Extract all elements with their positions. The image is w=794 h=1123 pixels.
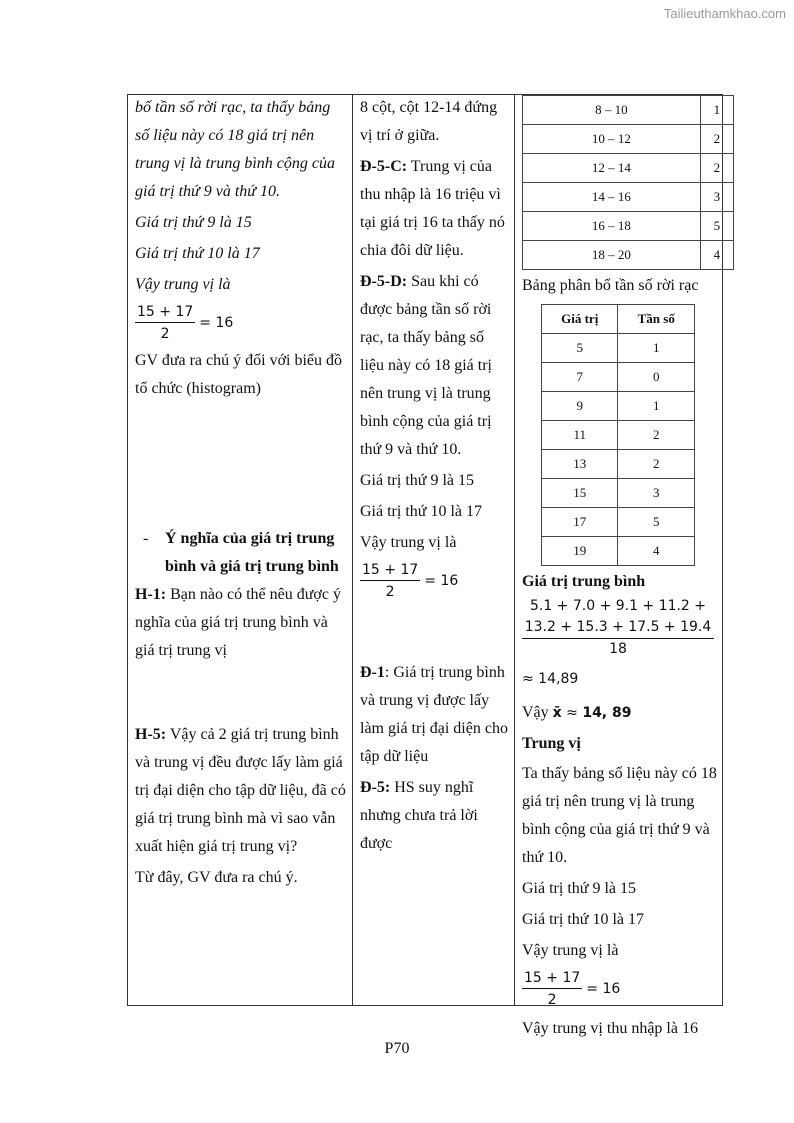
fraction (522, 969, 582, 1009)
table-cell: 8 – 10 (523, 96, 701, 125)
bullet-mark: - (143, 530, 149, 547)
table-row (542, 508, 695, 537)
paragraph: GV đưa ra chú ý đối với biểu đồ tổ chức (histogram) (135, 352, 343, 397)
table-row (523, 125, 734, 154)
table-cell: 15 (542, 479, 618, 508)
table-cell: 7 (542, 363, 618, 392)
text: : Giá trị trung bình và trung vị được lấy làm giá trị đại diện cho tập dữ liệu (360, 664, 508, 765)
table-cell: 10 – 12 (523, 125, 701, 154)
mean-denominator: 18 (609, 641, 627, 657)
table-cell: 3 (700, 183, 733, 212)
text: Vậy (522, 704, 553, 721)
answer-d1 (360, 659, 510, 771)
student-column (360, 94, 510, 858)
text: HS suy nghĩ nhưng chưa trả lời được (360, 779, 478, 852)
answer-d5d (360, 268, 510, 464)
table-row (542, 537, 695, 566)
mean-numerator-line2: 13.2 + 15.3 + 17.5 + 19.4 (522, 617, 714, 639)
median-formula (522, 969, 722, 1009)
table-header: Tần số (618, 305, 695, 334)
table-cell: 9 (542, 392, 618, 421)
label: Đ-5-D: (360, 273, 408, 290)
paragraph: 8 cột, cột 12-14 đứng vị trí ở giữa. (360, 99, 498, 144)
grouped-frequency-table (522, 95, 734, 270)
answer-d5 (360, 774, 510, 858)
table-cell: 12 – 14 (523, 154, 701, 183)
table-row (542, 450, 695, 479)
table-row (542, 479, 695, 508)
paragraph: bố tần số rời rạc, ta thấy bảng số liệu này có 18 giá trị nên trung vị là trung bình cộng của giá trị thứ 9 và thứ 10. (135, 99, 335, 200)
table-cell: 4 (618, 537, 695, 566)
table-cell: 3 (618, 479, 695, 508)
table-row (523, 241, 734, 270)
column-divider (352, 94, 353, 1006)
paragraph: Giá trị thứ 9 là 15 (135, 214, 252, 231)
mean-value: 14, 89 (582, 705, 632, 721)
section-heading: Ý nghĩa của giá trị trung bình và giá trị trung bình (165, 530, 339, 575)
bullet-item (135, 525, 347, 581)
label: Đ-5-C: (360, 158, 408, 175)
page-number: P70 (384, 1040, 410, 1057)
text: Sau khi có được bảng tần số rời rạc, ta thấy bảng số liệu này có 18 giá trị nên trung vị là trung bình cộng của giá trị thứ 9 và thứ 10. (360, 273, 492, 458)
text: Vậy cả 2 giá trị trung bình và trung vị đều được lấy làm giá trị đại diện cho tập dữ liệu, đã có giá trị trung bình mà vì sao vẫn xuất hiện giá trị trung vị? (135, 726, 346, 855)
formula-result: = 16 (424, 573, 459, 589)
fraction-numerator: 15 + 17 (522, 969, 582, 989)
paragraph: Giá trị thứ 10 là 17 (360, 503, 482, 520)
formula-result: = 16 (199, 315, 234, 331)
median-formula (135, 303, 347, 343)
table-cell: 4 (700, 241, 733, 270)
fraction (360, 561, 420, 601)
table-row (523, 154, 734, 183)
label: H-1: (135, 586, 167, 603)
paragraph: Vậy trung vị là (360, 534, 457, 551)
mean-symbol: x̄ (552, 705, 562, 721)
mean-conclusion (522, 699, 722, 727)
median-heading: Trung vị (522, 735, 581, 752)
answer-d5c (360, 153, 510, 265)
table-row (523, 96, 734, 125)
fraction-denominator: 2 (547, 992, 557, 1008)
paragraph: Giá trị thứ 10 là 17 (522, 911, 644, 928)
paragraph: Vậy trung vị là (522, 942, 619, 959)
column-divider (514, 94, 515, 1006)
fraction (135, 303, 195, 343)
discrete-frequency-table (541, 304, 695, 566)
table-cell: 5 (542, 334, 618, 363)
table-row (542, 363, 695, 392)
table-row (523, 212, 734, 241)
fraction-numerator: 15 + 17 (135, 303, 195, 323)
label: Đ-1 (360, 664, 385, 681)
table-header: Giá trị (542, 305, 618, 334)
fraction-numerator: 15 + 17 (360, 561, 420, 581)
mean-heading: Giá trị trung bình (522, 573, 646, 590)
table-cell: 18 – 20 (523, 241, 701, 270)
question-h1 (135, 581, 347, 665)
fraction-denominator: 2 (160, 326, 170, 342)
table-row (542, 392, 695, 421)
table-cell: 2 (700, 125, 733, 154)
median-formula (360, 561, 510, 601)
paragraph: Giá trị thứ 10 là 17 (135, 245, 260, 262)
text: Bạn nào có thể nêu được ý nghĩa của giá trị trung bình và giá trị trung vị (135, 586, 341, 659)
paragraph: Từ đây, GV đưa ra chú ý. (135, 869, 298, 886)
table-cell: 2 (700, 154, 733, 183)
fraction-denominator: 2 (385, 584, 395, 600)
table-cell: 0 (618, 363, 695, 392)
table-cell: 19 (542, 537, 618, 566)
paragraph: Giá trị thứ 9 là 15 (522, 880, 636, 897)
mean-approx: ≈ 14,89 (522, 671, 579, 687)
table-cell: 1 (618, 392, 695, 421)
table-cell: 17 (542, 508, 618, 537)
watermark: Tailieuthamkhao.com (663, 6, 786, 21)
table-cell: 11 (542, 421, 618, 450)
table-cell: 14 – 16 (523, 183, 701, 212)
table-cell: 1 (618, 334, 695, 363)
table-cell: 5 (700, 212, 733, 241)
question-h5 (135, 721, 347, 861)
teacher-column (135, 94, 347, 892)
paragraph: Vậy trung vị là (135, 276, 231, 293)
content-column (522, 94, 722, 1043)
table-cell: 2 (618, 421, 695, 450)
label: Đ-5: (360, 779, 391, 796)
mean-numerator-line1: 5.1 + 7.0 + 9.1 + 11.2 + (529, 598, 707, 614)
paragraph: Vậy trung vị thu nhập là 16 (522, 1020, 698, 1037)
text: ≈ (561, 705, 583, 721)
paragraph: Ta thấy bảng số liệu này có 18 giá trị nên trung vị là trung bình cộng của giá trị thứ 9 và thứ 10. (522, 765, 717, 866)
table-cell: 5 (618, 508, 695, 537)
mean-formula (522, 596, 714, 659)
table-cell: 13 (542, 450, 618, 479)
table-row (542, 334, 695, 363)
paragraph: Giá trị thứ 9 là 15 (360, 472, 474, 489)
table-cell: 1 (700, 96, 733, 125)
table-row (542, 421, 695, 450)
text: Trung vị của thu nhập là 16 triệu vì tại giá trị 16 ta thấy nó chia đôi dữ liệu. (360, 158, 505, 259)
table-caption: Bảng phân bố tần số rời rạc (522, 277, 699, 294)
formula-result: = 16 (586, 981, 621, 997)
table-row (523, 183, 734, 212)
table-cell: 2 (618, 450, 695, 479)
label: H-5: (135, 726, 167, 743)
table-cell: 16 – 18 (523, 212, 701, 241)
